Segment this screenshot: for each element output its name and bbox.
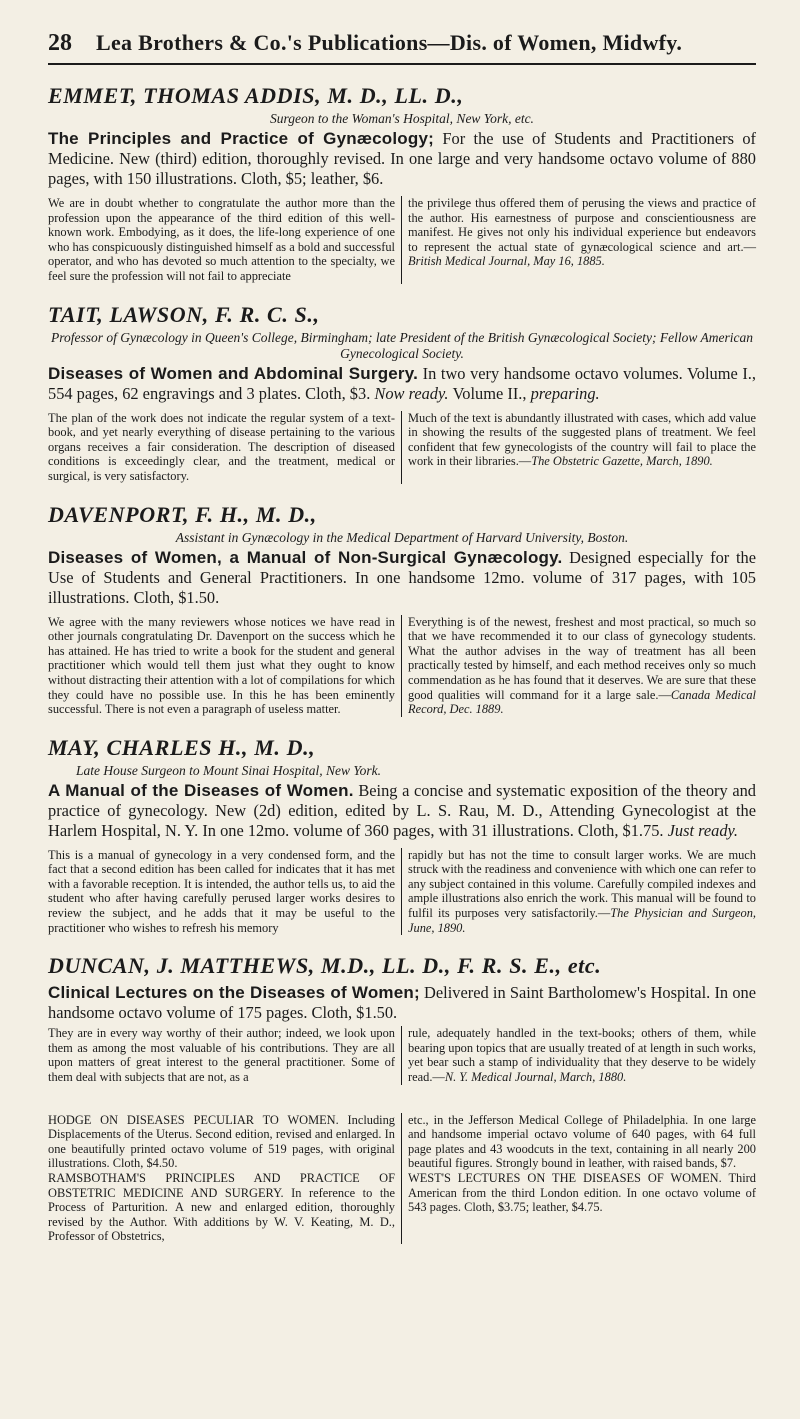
author-affiliation: Late House Surgeon to Mount Sinai Hospital, New York. bbox=[76, 762, 382, 778]
listing-details: In reference to the Process of Parturition. A new and enlarged edition, thoroughly revised by the Author. With additions by W. V. Keating, M. D., Professor of Obstetrics, bbox=[48, 1185, 395, 1244]
book-details-tail: Volume II., bbox=[452, 383, 531, 403]
author-name: EMMET, THOMAS ADDIS, M. D., LL. D., bbox=[48, 83, 464, 108]
author-name: TAIT, LAWSON, F. R. C. S., bbox=[48, 301, 320, 327]
review bbox=[48, 196, 756, 284]
review-text: rule, adequately handled in the text-books; others of them, while bearing upon topics that are usually treated of at length in such works, yet bear such a stamp of individuality that they deserve to be widely read.— bbox=[408, 1026, 756, 1085]
page-number: 28 bbox=[48, 30, 72, 56]
review bbox=[48, 848, 756, 936]
book-details: Designed especially for the Use of Students and General Practitioners. In one handsome 12mo. volume of 317 pages, with 105 illustrations. Cloth, $1.50. bbox=[48, 547, 756, 607]
review-right-column bbox=[402, 615, 756, 717]
entry-tait bbox=[48, 302, 756, 484]
entry-duncan bbox=[48, 953, 756, 1084]
author-affiliation: Assistant in Gynæcology in the Medical Department of Harvard University, Boston. bbox=[175, 529, 629, 545]
author-affiliation: Surgeon to the Woman's Hospital, New York, etc. bbox=[270, 111, 534, 126]
review-source: The Physician and Surgeon, June, 1890. bbox=[408, 906, 757, 935]
listing-title: HODGE ON DISEASES PECULIAR TO WOMEN. bbox=[48, 1112, 339, 1127]
book-details: Delivered in Saint Bartholomew's Hospital. In one handsome octavo volume of 175 pages. Cloth, $1.50. bbox=[48, 983, 756, 1023]
review-source: Canada Medical Record, Dec. 1889. bbox=[408, 687, 756, 717]
book-details: In two very handsome octavo volumes. Volume I., 554 pages, 62 engravings and 3 plates. Cloth, $3. bbox=[48, 363, 756, 403]
review-left-column: The plan of the work does not indicate the regular system of a text-book, and yet nearly everything of disease pertaining to the various organs receives a fair consideration. The description of diseased conditions is exceedingly clear, and the treatment, medical or surgical, is very satisfactory. bbox=[48, 411, 402, 484]
review-right-column bbox=[402, 848, 756, 936]
entry-emmet bbox=[48, 83, 756, 284]
additional-titles-right-column bbox=[402, 1113, 756, 1244]
entry-may bbox=[48, 735, 756, 936]
author-name: DUNCAN, J. MATTHEWS, M.D., LL. D., F. R. S. E., etc. bbox=[48, 953, 602, 979]
running-head: Lea Brothers & Co.'s Publications—Dis. of Women, Midwfy. bbox=[96, 30, 683, 55]
review bbox=[48, 1026, 756, 1084]
availability-status: Just ready. bbox=[667, 820, 739, 840]
review-right-column bbox=[402, 196, 756, 284]
book-description bbox=[48, 983, 756, 1023]
book-title: Diseases of Women, a Manual of Non-Surgical Gynæcology. bbox=[48, 547, 563, 567]
author-name: MAY, CHARLES H., M. D., bbox=[48, 734, 316, 760]
review-source: British Medical Journal, May 16, 1885. bbox=[408, 254, 605, 269]
review bbox=[48, 615, 756, 717]
entry-davenport bbox=[48, 502, 756, 717]
author-affiliation: Professor of Gynæcology in Queen's College, Birmingham; late President of the British Gynæcological Society; Fellow American Gynecological Society. bbox=[50, 329, 753, 361]
review-source: The Obstetric Gazette, March, 1890. bbox=[531, 454, 713, 469]
review-left-column: They are in every way worthy of their author; indeed, we look upon them as among the most valuable of his contributions. They are all upon matters of great interest to the general practitioner. Some of them deal with subjects that are not, as a bbox=[48, 1026, 402, 1084]
additional-titles bbox=[48, 1113, 756, 1244]
book-title: The Principles and Practice of Gynæcology; bbox=[48, 129, 434, 148]
book-description bbox=[48, 129, 756, 189]
book-title: Diseases of Women and Abdominal Surgery. bbox=[48, 363, 419, 383]
listing-details: Including Displacements of the Uterus. Second edition, revised and enlarged. In one beautifully printed octavo volume of 519 pages, with original illustrations. Cloth, $4.50. bbox=[48, 1112, 395, 1171]
listing-ramsbotham-continued: etc., in the Jefferson Medical College of Philadelphia. In one large and handsome imperial octavo volume of 640 pages, with 64 full page plates and 43 woodcuts in the text, containing in all nearly 200 beautiful figures. Strongly bound in leather, with raised bands, $7. bbox=[408, 1112, 756, 1171]
listing-west bbox=[408, 1171, 756, 1215]
book-description bbox=[48, 364, 756, 404]
book-details: For the use of Students and Practitioners of Medicine. New (third) edition, thoroughly revised. In one large and very handsome octavo volume of 880 pages, with 150 illustrations. Cloth, $5; leather, $6. bbox=[48, 129, 757, 188]
availability-status-tail: preparing. bbox=[530, 383, 600, 403]
review-right-column bbox=[402, 411, 756, 484]
book-description bbox=[48, 781, 756, 841]
listing-details: Third American from the third London edition. In one octavo volume of 543 pages. Cloth, $3.75; leather, $4.75. bbox=[408, 1171, 756, 1215]
book-details: Being a concise and systematic exposition of the theory and practice of gynecology. New (2d) edition, edited by L. S. Rau, M. D., Attending Gynecologist at the Harlem Hospital, N. Y. In one 12mo. volume of 360 pages, with 31 illustrations. Cloth, $1.75. bbox=[48, 780, 756, 840]
additional-titles-left-column bbox=[48, 1113, 402, 1244]
review-text: Everything is of the newest, freshest and most practical, so much so that we have recommended it to our class of gynecology students. What the author advises in the way of treatment has all been practically tested by himself, and each method receives only so much commendation as he has found that it deserves. We are sure that these good qualities will command for it a large sale.— bbox=[408, 614, 756, 702]
listing-ramsbotham bbox=[48, 1171, 395, 1244]
review-text: rapidly but has not the time to consult larger works. We are much struck with the readiness and convenience with which one can refer to any subject contained in this volume. Carefully compiled indexes and ample illustrations also enrich the work. This manual will be found to fulfil its purposes very satisfactorily.— bbox=[408, 847, 756, 921]
book-title: A Manual of the Diseases of Women. bbox=[48, 780, 354, 800]
review-left-column: This is a manual of gynecology in a very condensed form, and the fact that a second edition has been called for indicates that it has met with a favorable reception. It is intended, the author tells us, to aid the student who after having carefully perused larger works desires to review the subject, and he adds that it may be useful to the practitioner who wishes to refresh his memory bbox=[48, 848, 402, 936]
review bbox=[48, 411, 756, 484]
review-left-column: We agree with the many reviewers whose notices we have read in other journals congratulating Dr. Davenport on the success which he has attained. He has tried to write a book for the student and general practitioner which would tell them just what they ought to know without distracting their attention with a lot of compilations for which they could have no possible use. In this he has been eminently successful. There is not even a paragraph of useless matter. bbox=[48, 615, 402, 717]
author-name: DAVENPORT, F. H., M. D., bbox=[48, 501, 317, 527]
review-text: Much of the text is abundantly illustrated with cases, which add value in showing the results of the suggested plans of treatment. We feel confident that few gynecologists of the country will fail to place the work in their libraries.— bbox=[408, 410, 756, 469]
listing-title: RAMSBOTHAM'S PRINCIPLES AND PRACTICE OF OBSTETRIC MEDICINE AND SURGERY. bbox=[48, 1171, 395, 1200]
review-right-column bbox=[402, 1026, 756, 1084]
review-source: N. Y. Medical Journal, March, 1880. bbox=[444, 1070, 627, 1085]
page-header bbox=[48, 30, 756, 65]
review-left-column: We are in doubt whether to congratulate the author more than the profession upon the appearance of the third edition of this well-known work. Embodying, as it does, the life-long experience of one who has conspicuously distinguished himself as a bold and successful operator, and who has devoted so much attention to the specialty, we feel sure the profession will not fail to appreciate bbox=[48, 196, 402, 284]
book-description bbox=[48, 548, 756, 608]
availability-status: Now ready. bbox=[374, 383, 453, 403]
listing-title: WEST'S LECTURES ON THE DISEASES OF WOMEN. bbox=[408, 1171, 722, 1185]
listing-hodge bbox=[48, 1113, 395, 1171]
book-title: Clinical Lectures on the Diseases of Women; bbox=[48, 983, 420, 1003]
review-text: the privilege thus offered them of perusing the views and practice of the author. His earnestness of purpose and conscientiousness are manifest. He gives not only his individual experience but endeavors to represent the actual state of gynæcological science and art.— bbox=[408, 196, 756, 254]
